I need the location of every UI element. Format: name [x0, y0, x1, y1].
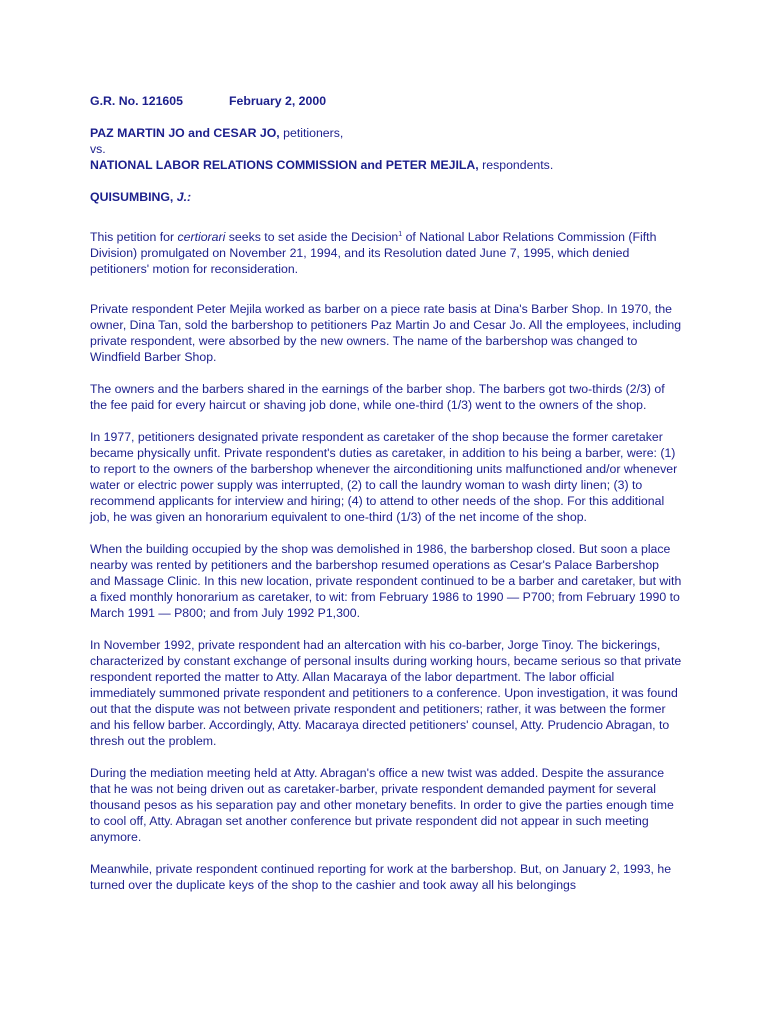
decision-date: February 2, 2000 [228, 94, 327, 108]
petitioners-role: petitioners, [279, 126, 344, 140]
paragraph-3: The owners and the barbers shared in the earnings of the barber shop. The barbers got two-thirds (2/3) of the fee paid for every haircut or shaving job done, while one-third (1/3) went to the owners of the shop. [90, 382, 665, 412]
ponente-line [90, 189, 682, 205]
paragraph-6: In November 1992, private respondent had an altercation with his co-barber, Jorge Tinoy. The bickerings, characterized by constant exchange of personal insults during working hours, became serious so that private respondent reported the matter to Atty. Allan Macaraya of the labor department. The labor official immediately summoned private respondent and petitioners to a conference. Upon investigation, it was found out that the dispute was not between private respondent and petitioners; rather, it was between the former and his fellow barber. Accordingly, Atty. Macaraya directed petitioners' counsel, Atty. Prudencio Abragan, to thresh out the problem. [90, 638, 682, 748]
respondents-line [90, 157, 682, 173]
ponente-title: J.: [176, 190, 192, 204]
certiorari-term: certiorari [177, 230, 226, 244]
case-header [90, 93, 682, 109]
paragraph-5: When the building occupied by the shop was demolished in 1986, the barbershop closed. But soon a place nearby was rented by petitioners and the barbershop resumed operations as Cesar's Palace Barbershop and Massage Clinic. In this new location, private respondent continued to be a barber and caretaker, but with a fixed monthly honorarium as caretaker, to wit: from February 1986 to 1990 — P700; from February 1990 to March 1991 — P800; and from July 1992 P1,300. [90, 542, 682, 620]
paragraph-4: In 1977, petitioners designated private respondent as caretaker of the shop because the former caretaker became physically unfit. Private respondent's duties as caretaker, in addition to his being a barber, were: (1) to report to the owners of the barbershop whenever the airconditioning units malfunctioned and/or whenever water or electric power supply was interrupted, (2) to call the laundry woman to wash dirty linen; (3) to recommend applicants for interview and hiring; (4) to attend to other needs of the shop. For this additional job, he was given an honorarium equivalent to one-third (1/3) of the net income of the shop. [90, 430, 678, 524]
paragraph-2: Private respondent Peter Mejila worked as barber on a piece rate basis at Dina's Barber Shop. In 1970, the owner, Dina Tan, sold the barbershop to petitioners Paz Martin Jo and Cesar Jo. All the employees, including private respondent, were absorbed by the new owners. The name of the barbershop was changed to Windfield Barber Shop. [90, 302, 682, 364]
respondents-role: respondents. [478, 158, 554, 172]
paragraph-1: This petition for certiorari seeks to set aside the Decision$^1$ of National Labor Relations Commission (Fifth Division) promulgated on November 21, 1994, and its Resolution dated June 7, 1995, which denied petitioners' motion for reconsideration. [90, 230, 657, 276]
paragraph-8: Meanwhile, private respondent continued reporting for work at the barbershop. But, on January 2, 1993, he turned over the duplicate keys of the shop to the cashier and took away all his belongings [90, 862, 672, 892]
versus-line: vs. [90, 142, 106, 156]
ponente-name: QUISUMBING, [90, 190, 177, 204]
document-page [90, 93, 682, 893]
footnote-ref[interactable]: 1 [398, 230, 403, 238]
petitioners-line [90, 125, 682, 141]
paragraph-7: During the mediation meeting held at Atty. Abragan's office a new twist was added. Despite the assurance that he was not being driven out as caretaker-barber, private respondent demanded payment for several thousand pesos as his separation pay and other monetary benefits. In order to give the parties enough time to cool off, Atty. Abragan set another conference but private respondent did not appear in such meeting anymore. [90, 766, 674, 844]
respondents-names: NATIONAL LABOR RELATIONS COMMISSION and PETER MEJILA, [90, 158, 479, 172]
case-number: G.R. No. 121605 [90, 94, 183, 108]
petitioners-names: PAZ MARTIN JO and CESAR JO, [90, 126, 280, 140]
